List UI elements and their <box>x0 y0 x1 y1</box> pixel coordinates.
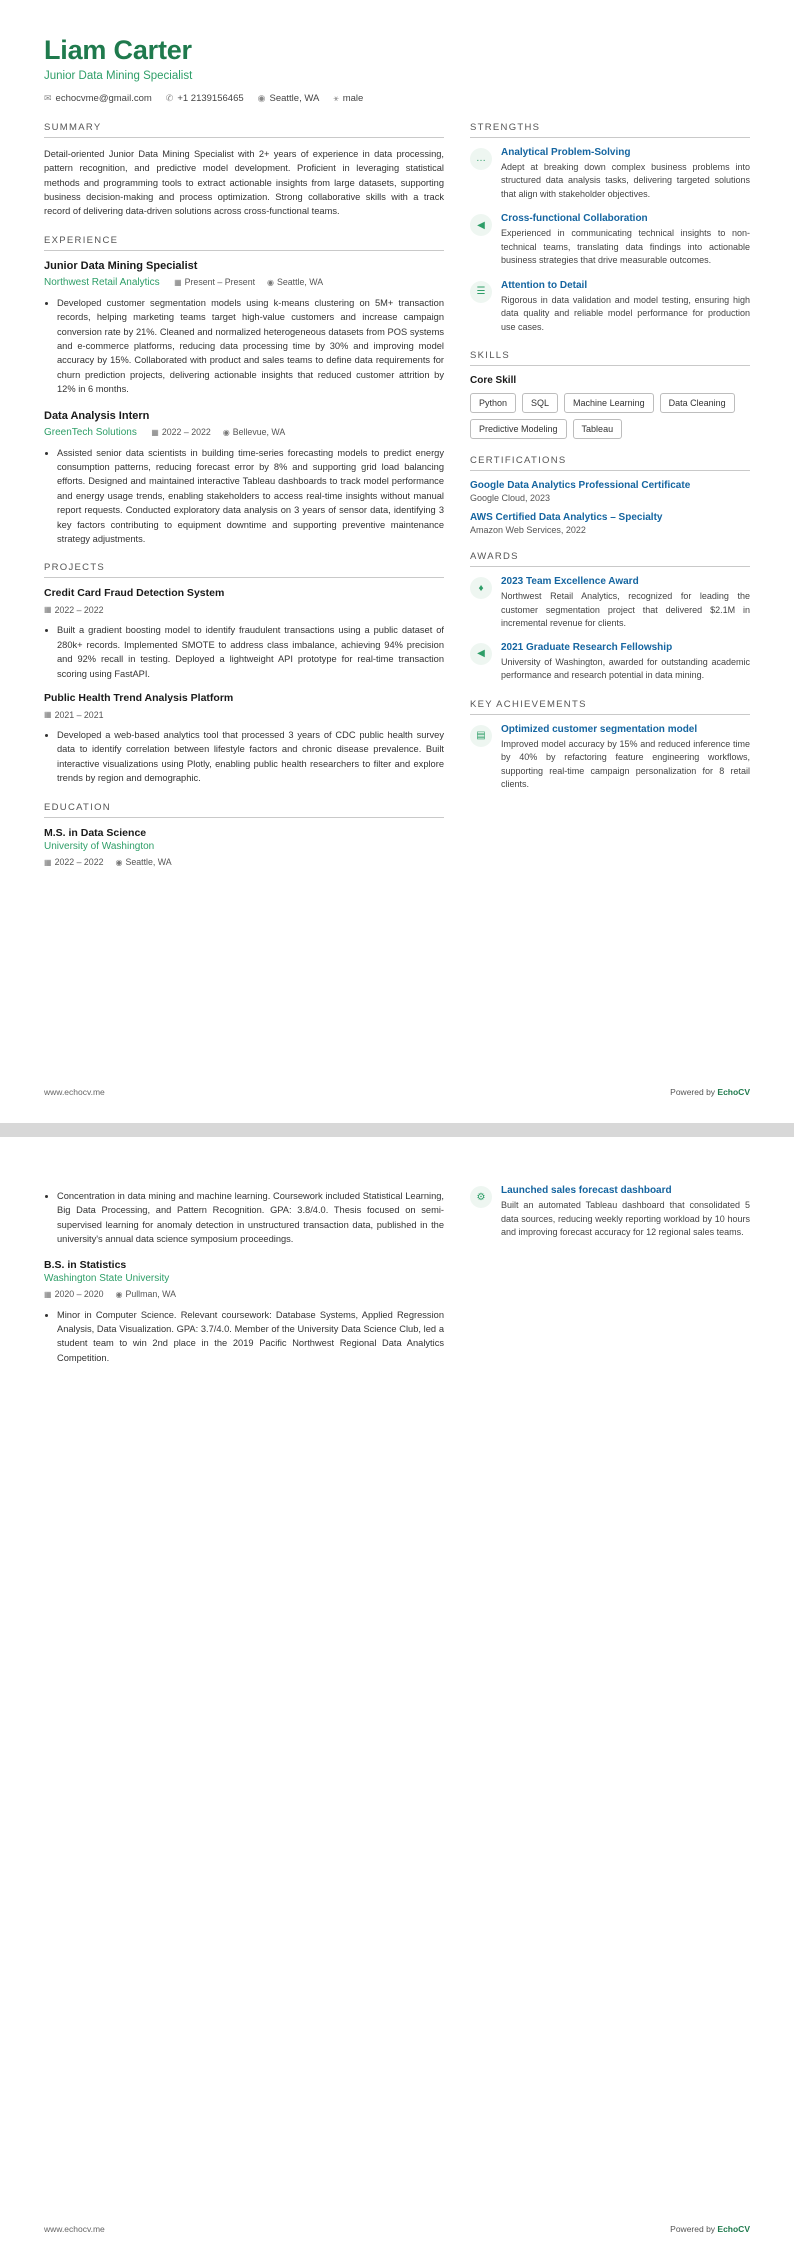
education-item <box>44 1259 444 1366</box>
strengths-section-title: STRENGTHS <box>470 122 750 138</box>
gear-icon: ⚙ <box>470 1186 492 1208</box>
experience-bullets <box>57 296 444 397</box>
footer-brand-name: EchoCV <box>717 1087 750 1097</box>
footer-powered-prefix: Powered by <box>670 1087 718 1097</box>
list-item: • Minor in Computer Science. Relevant coursework: Database Systems, Applied Regression Analysis, Data Visualization. GPA: 3.7/4.0. Member of the University Data Science Club, led a student team to win 2nd place in the 2019 Pacific Northwest Regional Data Analytics Competition. <box>57 1308 444 1366</box>
skill-chip: Tableau <box>573 419 623 439</box>
calendar-icon: ▤ <box>470 725 492 747</box>
key-achievement-item <box>470 1185 750 1240</box>
skill-chip-list <box>470 393 750 439</box>
education-bullets <box>57 1308 444 1366</box>
skill-chip: Machine Learning <box>564 393 654 413</box>
certification-issuer: Amazon Web Services, 2022 <box>470 525 586 536</box>
candidate-role: Junior Data Mining Specialist <box>44 69 193 82</box>
calendar-icon: ▦ <box>151 427 159 437</box>
education-meta <box>44 1289 176 1299</box>
experience-bullets <box>57 446 444 547</box>
right-column <box>470 122 750 881</box>
certification-name: Google Data Analytics Professional Certificate <box>470 480 691 492</box>
contact-gender <box>333 93 363 104</box>
experience-item <box>44 410 444 547</box>
left-column <box>44 122 444 881</box>
education-school: University of Washington <box>44 840 155 852</box>
strength-item <box>470 213 750 268</box>
trophy-icon: ♦ <box>470 577 492 599</box>
strength-desc: Adept at breaking down complex business problems into structured data analysis tasks, delivering targeted solutions that align with stakeholder objectives. <box>501 161 750 199</box>
project-title: Public Health Trend Analysis Platform <box>44 692 234 705</box>
education-bullets <box>57 1189 444 1247</box>
skill-chip: Predictive Modeling <box>470 419 567 439</box>
calendar-icon: ▦ <box>44 710 52 720</box>
experience-company: Northwest Retail Analytics <box>44 276 160 288</box>
award-item <box>470 576 750 631</box>
strength-title: Attention to Detail <box>501 279 588 291</box>
experience-location <box>223 427 285 437</box>
location-icon: ◉ <box>115 857 123 867</box>
education-degree: B.S. in Statistics <box>44 1258 127 1271</box>
footer-brand <box>670 2224 750 2234</box>
calendar-icon: ▦ <box>44 605 52 615</box>
strength-item <box>470 147 750 202</box>
footer-brand-name: EchoCV <box>717 2224 750 2234</box>
education-location <box>115 857 171 867</box>
project-meta <box>44 710 103 720</box>
summary-section-title: SUMMARY <box>44 122 444 138</box>
location-icon: ◉ <box>222 427 230 437</box>
award-item <box>470 642 750 683</box>
contact-gender-text: male <box>342 92 364 104</box>
skills-section-title: SKILLS <box>470 350 750 366</box>
footer-site[interactable]: www.echocv.me <box>44 1087 105 1097</box>
skill-chip: Python <box>470 393 516 413</box>
contact-location-text: Seattle, WA <box>269 92 320 104</box>
calendar-icon: ▦ <box>174 277 182 287</box>
page-footer <box>44 2218 750 2234</box>
phone-icon: ✆ <box>165 92 174 103</box>
project-bullets <box>57 728 444 786</box>
resume-page-1 <box>0 0 794 1123</box>
education-location <box>115 1289 176 1299</box>
page-footer <box>44 1081 750 1097</box>
contact-phone[interactable] <box>166 93 244 104</box>
location-icon: ◉ <box>257 92 266 103</box>
strength-desc: Rigorous in data validation and model testing, ensuring high data quality and reliable model performance for production use cases. <box>501 294 750 332</box>
right-column-continued <box>470 1185 750 1376</box>
project-dates-text: 2021 – 2021 <box>54 709 104 720</box>
experience-dates-text: Present – Present <box>184 277 256 288</box>
key-achievement-desc: Improved model accuracy by 15% and reduced inference time by 40% by refactoring feature engineering workflows, supporting real-time campaign personalization for 8 retail clients. <box>501 738 750 790</box>
list-item: • Concentration in data mining and machine learning. Coursework included Statistical Learning, Big Data Processing, and Pattern Recognition. GPA: 3.8/4.0. Thesis focused on semi-supervised learning for anomaly detection in unstructured transaction data, published in the university's annual data science symposium proceedings. <box>57 1189 444 1247</box>
strength-title: Cross-functional Collaboration <box>501 213 648 225</box>
certifications-section-title: CERTIFICATIONS <box>470 455 750 471</box>
footer-site[interactable]: www.echocv.me <box>44 2224 105 2234</box>
experience-dates-text: 2022 – 2022 <box>161 427 211 438</box>
education-location-text: Seattle, WA <box>125 857 172 868</box>
skill-chip: SQL <box>522 393 558 413</box>
experience-location-text: Bellevue, WA <box>232 427 286 438</box>
certification-name: AWS Certified Data Analytics – Specialty <box>470 512 663 524</box>
key-achievement-desc: Built an automated Tableau dashboard that consolidated 5 data sources, reducing weekly reporting workload by 10 hours and improving forecast accuracy for 12 regional sales teams. <box>501 1200 750 1237</box>
project-dates <box>44 710 103 720</box>
resume-body-continued <box>44 1185 750 1376</box>
experience-location-text: Seattle, WA <box>277 277 324 288</box>
experience-company: GreenTech Solutions <box>44 426 137 438</box>
medal-icon: ◀ <box>470 643 492 665</box>
project-bullets <box>57 623 444 681</box>
experience-section-title: EXPERIENCE <box>44 235 444 251</box>
project-item <box>44 692 444 786</box>
contact-email[interactable] <box>44 93 152 104</box>
location-icon: ◉ <box>115 1289 123 1299</box>
project-title: Credit Card Fraud Detection System <box>44 587 225 600</box>
education-section-title: EDUCATION <box>44 802 444 818</box>
education-degree: M.S. in Data Science <box>44 826 147 839</box>
key-achievement-title: Launched sales forecast dashboard <box>501 1185 672 1196</box>
contact-location <box>258 93 320 104</box>
experience-item <box>44 260 444 397</box>
calendar-icon: ▦ <box>44 857 52 867</box>
list-item: • Assisted senior data scientists in building time-series forecasting models to predict energy consumption patterns, reducing forecast error by 8% and supporting grid load balancing efforts. Designed and maintained interactive Tableau dashboards to track model performance and energy usage trends, enabling stakeholders to access real-time insights without manual report requests. Conducted exploratory data analysis on 3 years of sensor data, identifying 3 key factors contributing to equipment downtime and supporting preventive maintenance strategy adjustments. <box>57 446 444 547</box>
calendar-icon: ▦ <box>44 1289 52 1299</box>
contact-phone-text: +1 2139156465 <box>177 92 244 104</box>
projects-section-title: PROJECTS <box>44 562 444 578</box>
list-item: • Built a gradient boosting model to identify fraudulent transactions using a public dataset of 280k+ records. Implemented SMOTE to address class imbalance, achieving 94% precision and 92% recall in testing. Deployed a lightweight API prototype for real-time transaction scoring using FastAPI. <box>57 623 444 681</box>
education-location-text: Pullman, WA <box>125 1289 176 1300</box>
experience-title: Data Analysis Intern <box>44 409 150 422</box>
certification-item <box>470 512 750 535</box>
megaphone-icon: ◀ <box>470 214 492 236</box>
list-item: • Developed customer segmentation models using k-means clustering on 5M+ transaction records, helping marketing teams target high-value customers and increase campaign conversion rate by 21%. Cleaned and normalized heterogeneous datasets from POS systems and e-commerce platforms, reducing data processing time by 30% and improving model accuracy by 15%. Collaborated with product and sales teams to define data requirements for churn prediction projects, delivering actionable insights that reduced customer attrition by 12% in 6 months. <box>57 296 444 397</box>
awards-section-title: AWARDS <box>470 551 750 567</box>
education-dates <box>44 1289 103 1299</box>
award-title: 2021 Graduate Research Fellowship <box>501 641 673 653</box>
resume-body <box>44 122 750 881</box>
resume-header <box>44 36 750 104</box>
experience-dates <box>151 427 210 437</box>
experience-title: Junior Data Mining Specialist <box>44 259 198 272</box>
experience-meta <box>151 427 285 437</box>
certification-issuer: Google Cloud, 2023 <box>470 493 551 504</box>
resume-page-2 <box>0 1137 794 2260</box>
mail-icon: ✉ <box>44 92 52 103</box>
contact-row <box>44 93 750 104</box>
education-item <box>44 827 444 870</box>
strength-desc: Experienced in communicating technical insights to non-technical teams, translating data findings into actionable business strategies that drive measurable outcomes. <box>501 228 750 266</box>
project-dates <box>44 605 103 615</box>
project-dates-text: 2022 – 2022 <box>54 604 104 615</box>
project-meta <box>44 605 103 615</box>
key-achievements-section-title: KEY ACHIEVEMENTS <box>470 699 750 715</box>
education-school: Washington State University <box>44 1272 170 1284</box>
footer-brand <box>670 1087 750 1097</box>
list-item: • Developed a web-based analytics tool that processed 3 years of CDC public health survey data to identify correlation between lifestyle factors and chronic disease prevalence. Built interactive visualizations using Plotly, enabling public health researchers to filter and explore trends by region and demographic. <box>57 728 444 786</box>
left-column-continued <box>44 1185 444 1376</box>
summary-text: Detail-oriented Junior Data Mining Specialist with 2+ years of experience in data processing, pattern recognition, and predictive model development. Proficient in leveraging statistical methods and programming tools to extract actionable insights from large datasets, supporting business decision-making and process optimization. Strong collaborative skills with a track record of delivering data-driven solutions across cross-functional teams. <box>44 148 444 217</box>
experience-location <box>267 277 323 287</box>
skill-group-title: Core Skill <box>470 375 517 387</box>
award-title: 2023 Team Excellence Award <box>501 576 639 588</box>
education-dates-text: 2020 – 2020 <box>54 1289 104 1300</box>
location-icon: ◉ <box>267 277 275 287</box>
award-desc: Northwest Retail Analytics, recognized for leading the customer segmentation project that delivered $2.1M in incremental revenue for clients. <box>501 591 750 629</box>
education-meta <box>44 857 172 867</box>
strength-title: Analytical Problem-Solving <box>501 146 631 158</box>
footer-powered-prefix: Powered by <box>670 2224 718 2234</box>
experience-dates <box>174 277 255 287</box>
candidate-name: Liam Carter <box>44 35 192 65</box>
key-achievement-item <box>470 724 750 792</box>
experience-meta <box>174 277 323 287</box>
key-achievement-title: Optimized customer segmentation model <box>501 723 698 735</box>
person-icon: ⚹ <box>333 92 339 103</box>
skill-chip: Data Cleaning <box>660 393 735 413</box>
education-dates-text: 2022 – 2022 <box>54 857 104 868</box>
clipboard-icon: ☰ <box>470 281 492 303</box>
certification-item <box>470 480 750 503</box>
project-item <box>44 587 444 681</box>
dots-icon: … <box>470 148 492 170</box>
page-separator <box>0 1123 794 1137</box>
strength-item <box>470 280 750 335</box>
education-dates <box>44 857 103 867</box>
contact-email-text: echocvme@gmail.com <box>55 92 152 104</box>
award-desc: University of Washington, awarded for outstanding academic performance and research potential in data mining. <box>501 656 750 681</box>
